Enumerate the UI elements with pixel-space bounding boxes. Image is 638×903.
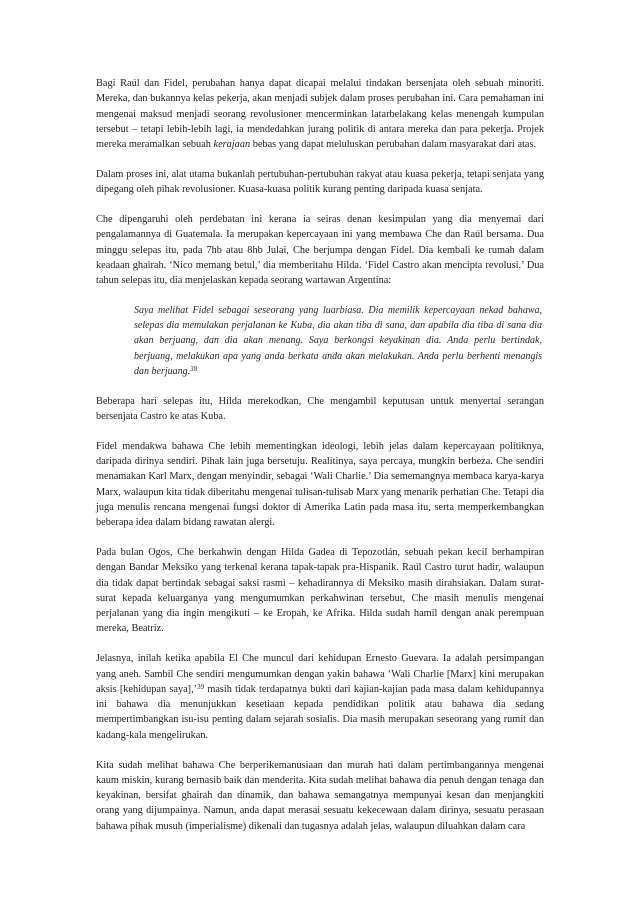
paragraph-1 <box>96 76 544 152</box>
paragraph-7-text: Jelasnya, inilah ketika apabila El Che muncul dari kehidupan Ernesto Guevara. Ia adalah persimpangan yang aneh. Sambil Che sendiri mengumumkan dengan yakin bahawa ‘Wali Charlie [Marx] kini merupakan aksis [kehidupan saya],’ <box>96 653 544 695</box>
paragraph-2: Dalam proses ini, alat utama bukanlah pertubuhan-pertubuhan rakyat atau kuasa pekerja, tetapi senjata yang dipegang oleh pihak revolusioner. Kuasa-kuasa politik kurang penting daripada kuasa senjata. <box>96 168 544 196</box>
footnote-ref-38: 38 <box>190 364 198 373</box>
quote-text: Saya melihat Fidel sebagai seseorang yang luarbiasa. Dia memilik kepercayaan nekad bahawa, selepas dia memulakan perjalanan ke Kuba, dia akan tiba di sana, dan apabila dia tiba di sana dia akan berjuang, dan dia akan menang. Saya berkongsi keyakinan dia. Anda perlu bertindak, berjuang, melakukan apa yang anda berkata anda akan melakukan. Anda perlu berhenti menangis dan berjuang. <box>134 305 542 377</box>
paragraph-3: Che dipengaruhi oleh perdebatan ini kerana ia seiras denan kesimpulan yang dia menyemai dari pengalamannya di Guatemala. Ia merupakan kepercayaan ini yang membawa Che dan Raúl bersama. Dua minggu selepas itu, pada 7hb atau 8hb Julai, Che berjumpa dengan Fidel. Dia kembali ke rumah dalam keadaan ghairah. ‘Nico memang betul,’ dia memberitahu Hilda. ‘Fidel Castro akan mencipta revolusi.’ Dua tahun selepas itu, dia menjelaskan kepada seorang wartawan Argentina: <box>96 214 544 287</box>
block-quote <box>96 303 544 379</box>
paragraph-8: Kita sudah melihat bahawa Che berperikemanusiaan dan murah hati dalam pertimbangannya mengenai kaum miskin, kurang bernasib baik dan menderita. Kita sudah melihat bahawa dia penuh dengan tenaga dan keyakinan, bersifat ghairah dan dinamik, dan bahawa semangatnya mempunyai kesan dan menjangkiti orang yang dijumpainya. Namun, anda dapat merasai sesuatu kekecewaan dalam dirinya, sesuatu perasaan bahawa pihak musuh (imperialisme) dikenali dan tugasnya adalah jelas, walaupun diluahkan dalam cara <box>96 759 544 832</box>
paragraph-1-text-cont: bebas yang dapat meluluskan perubahan dalam masyarakat dari atas. <box>252 139 537 151</box>
paragraph-1-text: Bagi Raúl dan Fidel, perubahan hanya dapat dicapai melalui tindakan bersenjata oleh sebuah minoriti. Mereka, dan bukannya kelas pekerja, akan menjadi subjek dalam proses perubahan ini. Cara pemahaman ini mengenai maksud menjadi seorang revolusioner mencerminkan latarbelakang kelas menengah kumpulan tersebut – tetapi lebih-lebih lagi, ia mendedahkan jurang politik di antara mereka dan para pekerja. Projek mereka meramalkan sebuah <box>96 78 544 151</box>
paragraph-6: Pada bulan Ogos, Che berkahwin dengan Hilda Gadea di Tepozotlán, sebuah pekan kecil berhampiran dengan Bandar Meksiko yang terkenal kerana tapak-tapak pra-Hispanik. Raúl Castro turut hadir, walaupun dia tidak dapat bertindak sebagai saksi rasmi – kehadirannya di Meksiko masih dirahsiakan. Dalam surat-surat kepada keluarganya yang mengumumkan perkahwinan tersebut, Che masih menulis mengenai perjalanan yang dia ingin mengikuti – ke Eropah, ke Afrika. Hilda sudah hamil dengan anak perempuan mereka, Beatriz. <box>96 546 544 635</box>
italic-term: kerajaan <box>213 139 251 151</box>
paragraph-7-text-cont: masih tidak terdapatnya bukti dari kajian-kajian pada masa dalam kehidupannya ini bahawa dia menunjukkan kesetiaan kepada pendidikan politik atau bahawa dia sedang mempertimbangkan isu-isu penting dalam sejarah sosialis. Dia masih merupakan seseorang yang rumit dan kadang-kala mengelirukan. <box>96 683 544 741</box>
document-page <box>96 76 544 834</box>
paragraph-4: Beberapa hari selepas itu, Hilda merekodkan, Che mengambil keputusan untuk menyertai serangan bersenjata Castro ke atas Kuba. <box>96 395 544 422</box>
paragraph-7 <box>96 651 544 743</box>
paragraph-5: Fidel mendakwa bahawa Che lebih mementingkan ideologi, lebih jelas dalam kepercayaan politiknya, daripada dirinya sendiri. Pihak lain juga bersetuju. Realitinya, saya percaya, mungkin berbeza. Che sendiri menamakan Karl Marx, dengan menyindir, sebagai ‘Wali Charlie.’ Dia sememangnya membaca karya-karya Marx, walaupun kita tidak diberitahu mengenai tulisan-tulisab Marx yang menarik perhatian Che. Tetapi dia juga menulis rencana mengenai fungsi doktor di Amerika Latin pada masa itu, serta memperkembangkan beberapa idea dalam bidang rawatan alergi. <box>96 440 544 529</box>
footnote-ref-39: 39 <box>197 682 205 691</box>
